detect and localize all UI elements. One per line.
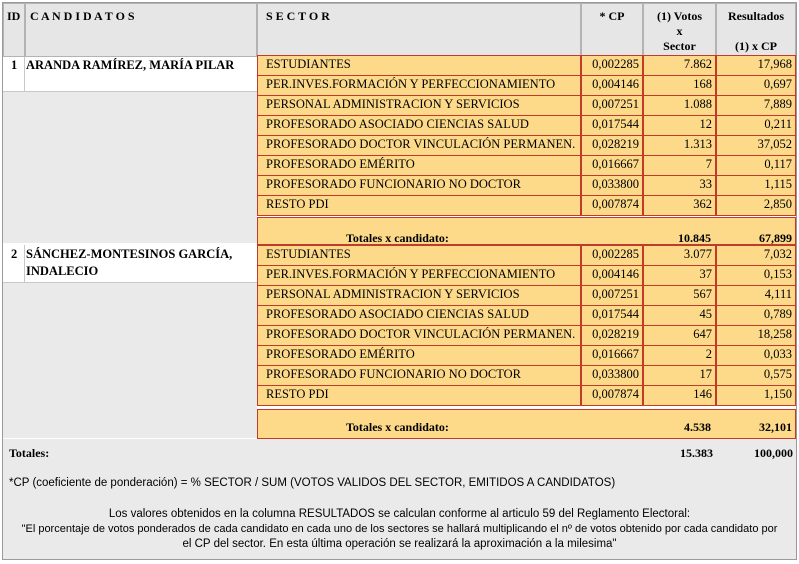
candidate-2-resultados-cell: 1,150 — [716, 385, 796, 406]
grand-totals-row — [3, 439, 796, 464]
candidate-2-sector-cell: PROFESORADO DOCTOR VINCULACIÓN PERMANEN. — [257, 325, 581, 346]
candidate-1-sector-cell: PROFESORADO FUNCIONARIO NO DOCTOR — [257, 175, 581, 196]
candidate-2-votos-cell: 567 — [643, 285, 716, 306]
candidate-1-cp-cell: 0,028219 — [581, 135, 643, 156]
candidate-2-resultados-cell: 18,258 — [716, 325, 796, 346]
candidate-1-name-cell — [3, 57, 257, 92]
candidate-1-sector-cell: PER.INVES.FORMACIÓN Y PERFECCIONAMIENTO — [257, 75, 581, 96]
candidate-2-resultados-cell: 0,575 — [716, 365, 796, 386]
candidate-2-sector-cell: ESTUDIANTES — [257, 245, 581, 266]
grand-total-resultados: 100,000 — [754, 446, 793, 460]
candidate-1-resultados-cell: 37,052 — [716, 135, 796, 156]
candidate-1-votos-cell: 362 — [643, 195, 716, 216]
candidate-1-votos-cell: 33 — [643, 175, 716, 196]
candidate-2-cp-cell: 0,004146 — [581, 265, 643, 286]
candidate-1-cp-cell: 0,004146 — [581, 75, 643, 96]
header-id-label: ID — [7, 9, 21, 23]
candidate-1-sector-cell: PERSONAL ADMINISTRACION Y SERVICIOS — [257, 95, 581, 116]
candidate-1-votos-cell: 168 — [643, 75, 716, 96]
candidate-2-cp-cell: 0,016667 — [581, 345, 643, 366]
candidate-1-cp-cell: 0,007874 — [581, 195, 643, 216]
candidate-2-sector-cell: RESTO PDI — [257, 385, 581, 406]
header-resultados — [716, 3, 796, 57]
candidate-2-votos-cell: 647 — [643, 325, 716, 346]
candidate-2-resultados-cell: 0,153 — [716, 265, 796, 286]
header-cp-label: * CP — [599, 9, 625, 23]
candidate-1-cp-cell: 0,033800 — [581, 175, 643, 196]
candidate-1-cp-cell: 0,007251 — [581, 95, 643, 116]
candidate-1-id: 1 — [11, 58, 18, 72]
candidate-2-votos-cell: 37 — [643, 265, 716, 286]
results-explanation-line2: "El porcentaje de votos ponderados de cada candidato en cada uno de los sectores se hallará multiplicando el nº de votos obtenido por cada candidato por — [21, 523, 778, 535]
candidate-1-resultados-cell: 0,697 — [716, 75, 796, 96]
header-candidatos — [25, 3, 257, 57]
candidate-1-name-divider — [24, 57, 25, 92]
candidate-2-cp-cell: 0,007874 — [581, 385, 643, 406]
header-resultados-line2: (1) x CP — [735, 39, 777, 53]
candidate-2-cp-cell: 0,007251 — [581, 285, 643, 306]
candidate-2-total-votos: 4.538 — [684, 420, 711, 434]
candidate-2-sector-cell: PER.INVES.FORMACIÓN Y PERFECCIONAMIENTO — [257, 265, 581, 286]
candidate-1-totals-row — [257, 217, 796, 245]
candidate-1-sector-cell: ESTUDIANTES — [257, 55, 581, 76]
candidate-1-sector-cell: PROFESORADO ASOCIADO CIENCIAS SALUD — [257, 115, 581, 136]
candidate-1-resultados-cell: 1,115 — [716, 175, 796, 196]
header-candidatos-label: C A N D I D A T O S — [30, 9, 135, 23]
candidate-1-resultados-cell: 17,968 — [716, 55, 796, 76]
candidate-1-resultados-cell: 0,211 — [716, 115, 796, 136]
candidate-1-votos-cell: 7 — [643, 155, 716, 176]
candidate-1-totals-label: Totales x candidato: — [346, 231, 449, 245]
header-sector — [257, 3, 581, 57]
candidate-1-total-resultados: 67,899 — [759, 231, 792, 245]
candidate-2-name-divider — [24, 245, 25, 283]
candidate-2-sector-cell: PROFESORADO EMÉRITO — [257, 345, 581, 366]
candidate-2-id: 2 — [11, 247, 18, 261]
candidate-1-resultados-cell: 2,850 — [716, 195, 796, 216]
candidate-2-totals-label: Totales x candidato: — [346, 420, 449, 434]
candidate-1-resultados-cell: 7,889 — [716, 95, 796, 116]
candidate-1-total-votos: 10.845 — [678, 231, 711, 245]
candidate-1-votos-cell: 1.088 — [643, 95, 716, 116]
grand-total-votos: 15.383 — [680, 446, 713, 460]
candidate-2-totals-row — [257, 409, 796, 439]
notes-section — [3, 464, 796, 559]
header-id — [3, 3, 25, 57]
candidate-2-resultados-cell: 4,111 — [716, 285, 796, 306]
candidate-1-sector-cell: RESTO PDI — [257, 195, 581, 216]
candidate-2-name-cell — [3, 245, 257, 283]
candidate-2-votos-cell: 146 — [643, 385, 716, 406]
candidate-1-cp-cell: 0,002285 — [581, 55, 643, 76]
header-cp — [581, 3, 643, 57]
candidate-1-votos-cell: 12 — [643, 115, 716, 136]
grand-totals-label: Totales: — [9, 446, 50, 460]
candidate-2-sector-cell: PROFESORADO ASOCIADO CIENCIAS SALUD — [257, 305, 581, 326]
candidate-2-cp-cell: 0,028219 — [581, 325, 643, 346]
candidate-1-cp-cell: 0,017544 — [581, 115, 643, 136]
candidate-2-name-line1: SÁNCHEZ-MONTESINOS GARCÍA, — [26, 247, 233, 261]
header-votos — [643, 3, 716, 57]
candidate-2-resultados-cell: 0,033 — [716, 345, 796, 366]
candidate-1-votos-cell: 7.862 — [643, 55, 716, 76]
candidate-2-votos-cell: 17 — [643, 365, 716, 386]
header-votos-line3: Sector — [663, 39, 696, 53]
candidate-2-sector-cell: PROFESORADO FUNCIONARIO NO DOCTOR — [257, 365, 581, 386]
header-votos-line2: x — [676, 24, 683, 38]
results-explanation-line1: Los valores obtenidos en la columna RESULTADOS se calculan conforme al articulo 59 del Reglamento Electoral: — [108, 508, 691, 520]
candidate-2-resultados-cell: 7,032 — [716, 245, 796, 266]
candidate-2-votos-cell: 2 — [643, 345, 716, 366]
candidate-2-name-line2: INDALECIO — [26, 264, 99, 278]
candidate-1-sector-cell: PROFESORADO DOCTOR VINCULACIÓN PERMANEN. — [257, 135, 581, 156]
candidate-2-votos-cell: 45 — [643, 305, 716, 326]
candidate-2-cp-cell: 0,017544 — [581, 305, 643, 326]
header-resultados-line1: Resultados — [727, 9, 784, 23]
header-sector-label: S E C T O R — [266, 9, 330, 23]
candidate-1-resultados-cell: 0,117 — [716, 155, 796, 176]
candidate-2-resultados-cell: 0,789 — [716, 305, 796, 326]
candidate-2-total-resultados: 32,101 — [759, 420, 792, 434]
candidate-2-cp-cell: 0,002285 — [581, 245, 643, 266]
candidate-1-votos-cell: 1.313 — [643, 135, 716, 156]
candidate-1-sector-cell: PROFESORADO EMÉRITO — [257, 155, 581, 176]
results-explanation-line3: el CP del sector. En esta última operación se realizará la aproximación a la milesima" — [182, 538, 617, 550]
candidate-1-cp-cell: 0,016667 — [581, 155, 643, 176]
cp-definition-note: *CP (coeficiente de ponderación) = % SECTOR / SUM (VOTOS VALIDOS DEL SECTOR, EMITIDOS A CANDIDATOS) — [9, 477, 616, 489]
candidate-2-cp-cell: 0,033800 — [581, 365, 643, 386]
candidate-1-name: ARANDA RAMÍREZ, MARÍA PILAR — [26, 58, 235, 72]
candidate-2-votos-cell: 3.077 — [643, 245, 716, 266]
header-votos-line1: (1) Votos — [656, 9, 702, 23]
candidate-2-sector-cell: PERSONAL ADMINISTRACION Y SERVICIOS — [257, 285, 581, 306]
